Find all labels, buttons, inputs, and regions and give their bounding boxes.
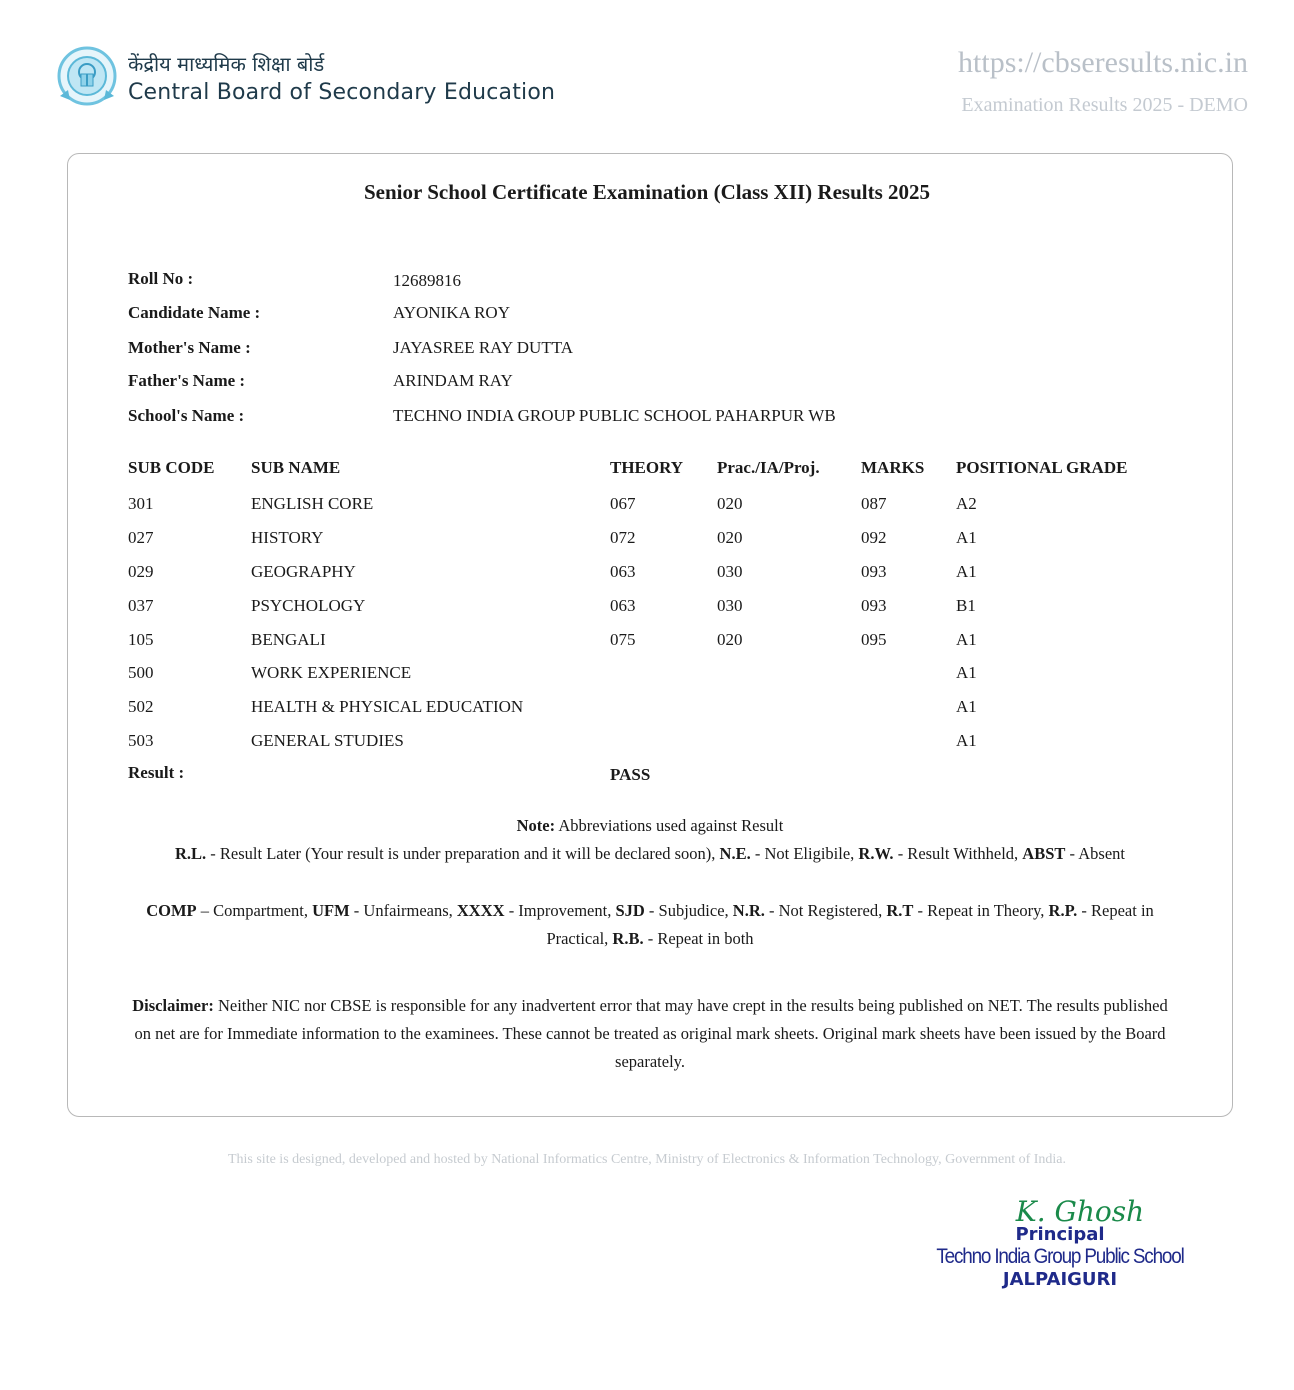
abbreviation-meaning: - Result Later (Your result is under preparation and it will be declared soon), — [206, 844, 720, 863]
abbreviation-meaning: - Repeat in Theory, — [913, 901, 1049, 920]
sub-code: 037 — [128, 596, 154, 615]
practical-marks: 030 — [717, 562, 743, 581]
candidate-name-value: AYONIKA ROY — [393, 303, 510, 322]
abbreviation-meaning: - Result Withheld, — [893, 844, 1023, 863]
sub-code: 105 — [128, 630, 154, 649]
abbreviation-code: UFM — [312, 901, 350, 920]
sub-code: 502 — [128, 697, 154, 716]
total-marks: 087 — [861, 494, 887, 513]
disclaimer-label: Disclaimer: — [132, 996, 214, 1015]
positional-grade: A1 — [956, 731, 977, 750]
board-name-hindi: केंद्रीय माध्यमिक शिक्षा बोर्ड — [128, 52, 325, 76]
board-name-english: Central Board of Secondary Education — [128, 80, 556, 105]
principal-signature: K. Ghosh — [1015, 1195, 1145, 1228]
positional-grade: A1 — [956, 528, 977, 547]
header-marks: MARKS — [861, 458, 925, 477]
abbreviation-meaning: - Not Eligibile, — [750, 844, 859, 863]
note-abbreviations-2 — [130, 897, 1170, 953]
stamp-role: Principal — [1015, 1224, 1105, 1245]
note-heading-text: Abbreviations used against Result — [555, 816, 784, 835]
abbreviation-meaning: – Compartment, — [196, 901, 313, 920]
father-name-value: ARINDAM RAY — [393, 371, 513, 390]
sub-code: 301 — [128, 494, 154, 513]
cbse-emblem-icon — [56, 44, 118, 112]
note-abbreviations-1 — [130, 840, 1170, 868]
sub-name: BENGALI — [251, 630, 326, 649]
sub-name: GENERAL STUDIES — [251, 731, 404, 750]
result-label: Result : — [128, 763, 185, 782]
candidate-name-label: Candidate Name : — [128, 303, 261, 322]
site-url[interactable]: https://cbseresults.nic.in — [958, 46, 1248, 79]
positional-grade: A2 — [956, 494, 977, 513]
abbreviation-meaning: - Unfairmeans, — [349, 901, 457, 920]
practical-marks: 020 — [717, 528, 743, 547]
roll-no-label: Roll No : — [128, 269, 194, 288]
sub-code: 503 — [128, 731, 154, 750]
abbreviation-code: COMP — [146, 901, 197, 920]
sub-name: WORK EXPERIENCE — [251, 663, 412, 682]
sub-name: GEOGRAPHY — [251, 562, 356, 581]
abbreviation-code: R.L. — [175, 844, 207, 863]
abbreviation-meaning: - Not Registered, — [764, 901, 887, 920]
sub-name: PSYCHOLOGY — [251, 596, 366, 615]
header-practical: Prac./IA/Proj. — [717, 458, 820, 477]
abbreviation-code: R.T — [886, 901, 914, 920]
result-card — [67, 153, 1233, 1117]
abbreviation-code: N.R. — [732, 901, 765, 920]
disclaimer-text: Neither NIC nor CBSE is responsible for any inadvertent error that may have crept in the results being published on NET. The results published on net are for Immediate information to the examinees. These cannot be treated as original mark sheets. Original mark sheets have been issued by the Board separately. — [134, 996, 1168, 1071]
sub-code: 500 — [128, 663, 154, 682]
abbreviation-code: R.P. — [1048, 901, 1078, 920]
abbreviation-code: N.E. — [719, 844, 751, 863]
abbreviation-code: R.B. — [612, 929, 644, 948]
total-marks: 093 — [861, 596, 887, 615]
abbreviation-code: XXXX — [456, 901, 505, 920]
result-value: PASS — [610, 765, 651, 784]
practical-marks: 020 — [717, 630, 743, 649]
abbreviation-meaning: - Repeat in Practical, — [546, 901, 1154, 948]
page-title: Senior School Certificate Examination (Class XII) Results 2025 — [363, 180, 930, 204]
practical-marks: 030 — [717, 596, 743, 615]
positional-grade: A1 — [956, 663, 977, 682]
header-sub-name: SUB NAME — [251, 458, 341, 477]
abbreviation-meaning: - Absent — [1065, 844, 1125, 863]
practical-marks: 020 — [717, 494, 743, 513]
mother-name-value: JAYASREE RAY DUTTA — [393, 338, 574, 357]
positional-grade: B1 — [956, 596, 976, 615]
sub-code: 029 — [128, 562, 154, 581]
sub-name: HEALTH & PHYSICAL EDUCATION — [251, 697, 524, 716]
abbreviation-code: R.W. — [858, 844, 894, 863]
school-name-value: TECHNO INDIA GROUP PUBLIC SCHOOL PAHARPUR WB — [393, 406, 836, 425]
abbreviation-code: ABST — [1022, 844, 1066, 863]
theory-marks: 067 — [610, 494, 636, 513]
total-marks: 093 — [861, 562, 887, 581]
header-theory: THEORY — [610, 458, 684, 477]
header-sub-code: SUB CODE — [128, 458, 215, 477]
sub-name: HISTORY — [251, 528, 324, 547]
abbreviation-meaning: - Subjudice, — [644, 901, 733, 920]
school-name-label: School's Name : — [128, 406, 245, 425]
father-name-label: Father's Name : — [128, 371, 246, 390]
theory-marks: 063 — [610, 596, 636, 615]
note-heading — [130, 812, 1170, 840]
theory-marks: 063 — [610, 562, 636, 581]
theory-marks: 075 — [610, 630, 636, 649]
header-grade: POSITIONAL GRADE — [956, 458, 1128, 477]
theory-marks: 072 — [610, 528, 636, 547]
positional-grade: A1 — [956, 630, 977, 649]
mother-name-label: Mother's Name : — [128, 338, 251, 357]
roll-no-value: 12689816 — [393, 271, 461, 290]
abbreviation-code: SJD — [615, 901, 645, 920]
sub-name: ENGLISH CORE — [251, 494, 374, 513]
principal-stamp — [920, 1195, 1200, 1290]
abbreviation-meaning: - Improvement, — [504, 901, 616, 920]
positional-grade: A1 — [956, 562, 977, 581]
sub-code: 027 — [128, 528, 154, 547]
stamp-city: JALPAIGURI — [1002, 1269, 1118, 1290]
total-marks: 092 — [861, 528, 887, 547]
total-marks: 095 — [861, 630, 887, 649]
stamp-school: Techno India Group Public School — [936, 1245, 1184, 1268]
site-subtitle: Examination Results 2025 - DEMO — [961, 94, 1248, 116]
footer-text: This site is designed, developed and hosted by National Informatics Centre, Ministry of Electronics & Information Technology, Government of India. — [227, 1152, 1067, 1167]
positional-grade: A1 — [956, 697, 977, 716]
disclaimer — [130, 992, 1170, 1076]
abbreviation-meaning: - Repeat in both — [643, 929, 754, 948]
note-heading-bold: Note: — [516, 816, 556, 835]
